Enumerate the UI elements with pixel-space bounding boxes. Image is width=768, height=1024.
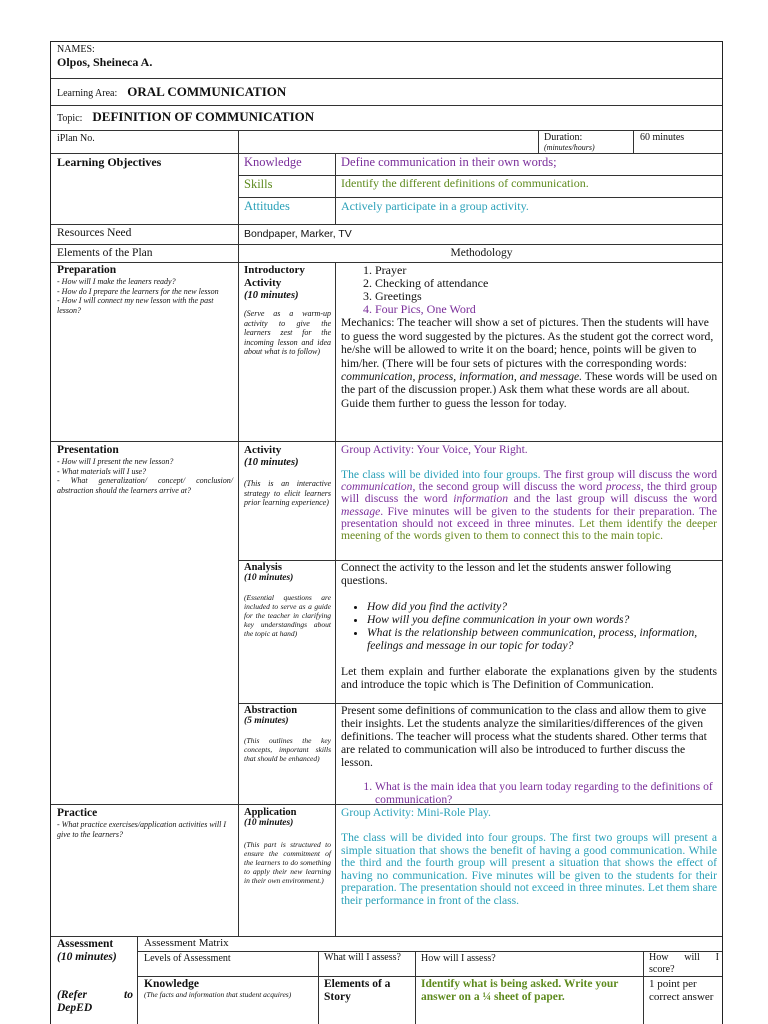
activity-note: (This is an interactive strategy to elicit learners prior learning experience) xyxy=(244,479,331,507)
lesson-plan-table xyxy=(50,41,723,1024)
application-note: (This part is structured to ensure the commitment of the learners to do something to apply their new learning in their own environment.) xyxy=(244,840,331,885)
attitudes-label: Attitudes xyxy=(244,199,290,213)
activity-text: The class will be divided into four groups. The first group will discuss the word communication, the second group will discuss the word process, the third group will discuss the word information and the last group will discuss the word message. Five minutes will be given to the students for their preparation. The presentation should not exceed in three minutes. Let them identify the deeper meening of the words given to them to connect this to the main topic. xyxy=(341,468,718,543)
assessment-time: (10 minutes) xyxy=(57,950,117,963)
introductory-activity-time: (10 minutes) xyxy=(244,290,299,301)
duration-value: 60 minutes xyxy=(640,132,685,143)
list-item: • What is the relationship between communication, process, information, feelings and message in our topic for today? xyxy=(367,626,717,652)
abstraction-text: Present some definitions of communication to the class and allow them to give their insights. Let the students analyze the similarities/differences of the given definitions. The teacher will process what the students shared. Other terms that are related to communication will also be introduced to further discuss the lesson. xyxy=(341,704,707,769)
application-heading: Group Activity: Mini-Role Play. xyxy=(341,806,491,819)
list-item: • How will you define communication in your own words? xyxy=(367,613,717,626)
assessment-matrix-label: Assessment Matrix xyxy=(144,937,229,949)
abstraction-time: (5 minutes) xyxy=(244,716,289,726)
matrix-level-knowledge: Knowledge xyxy=(144,978,199,990)
abstraction-question-list xyxy=(341,780,717,806)
skills-label: Skills xyxy=(244,177,273,191)
duration-label: Duration: xyxy=(544,132,583,143)
activity-time: (10 minutes) xyxy=(244,457,299,468)
analysis-outro: Let them explain and further elaborate the explanations given by the students and introduce the topic which is The Definition of Communication. xyxy=(341,665,717,691)
matrix-col-how: How will I assess? xyxy=(421,953,496,964)
duration-sub: (minutes/hours) xyxy=(544,143,595,152)
list-item: 1. Prayer xyxy=(375,264,719,277)
analysis-time: (10 minutes) xyxy=(244,573,294,583)
topic-value: DEFINITION OF COMMUNICATION xyxy=(92,109,315,124)
matrix-col-what: What will I assess? xyxy=(324,952,401,963)
analysis-note: (Essential questions are included to serve as a guide for the teacher in clarifying key understandings about the topic at hand) xyxy=(244,593,331,638)
names-value: Olpos, Sheineca A. xyxy=(57,55,153,69)
presentation-title: Presentation xyxy=(57,444,119,456)
preparation-methodology xyxy=(341,264,719,410)
abstraction-note: (This outlines the key concepts, important skills that should be enhanced) xyxy=(244,736,331,763)
mechanics-text: Mechanics: The teacher will show a set of pictures. Then the students will have to guess the word suggested by the pictures. As the student got the correct word, he/she will be allowed to write it on the board; hence, points will be given to him/her. (There will be four sets of pictures with the corresponding words: communication, process, information, and message. These words will be used on the part of the discussion proper.) Ask them what these words are all about. Guide them further to guess the lesson for today. xyxy=(341,316,718,410)
presentation-q1: - How will I present the new lesson? xyxy=(57,457,174,466)
skills-objective: Identify the different definitions of communication. xyxy=(341,176,589,190)
preparation-q1: - How will I make the leaners ready? xyxy=(57,277,176,286)
matrix-what-value: Elements of a Story xyxy=(324,978,391,1003)
objectives-label: Learning Objectives xyxy=(57,155,162,169)
learning-area-value: ORAL COMMUNICATION xyxy=(127,84,287,99)
preparation-questions xyxy=(57,277,233,315)
matrix-score-value: 1 point per correct answer xyxy=(649,978,714,1003)
matrix-col-score: How will I score? xyxy=(649,952,719,975)
iplan-label: iPlan No. xyxy=(57,133,95,144)
matrix-how-value: Identify what is being asked. Write your answer on a ¼ sheet of paper. xyxy=(421,978,619,1003)
names-label: NAMES: xyxy=(57,44,95,55)
list-item: 1. What is the main idea that you learn today regarding to the definitions of communication? xyxy=(375,780,717,806)
introductory-activity-note: (Serve as a warm-up activity to give the learners zest for the incoming lesson and idea about what is to follow) xyxy=(244,309,331,356)
practice-question: - What practice exercises/application activities will I give to the learners? xyxy=(57,820,226,839)
knowledge-label: Knowledge xyxy=(244,155,302,169)
activity-heading: Group Activity: Your Voice, Your Right. xyxy=(341,443,528,456)
application-text: The class will be divided into four groups. The first two groups will present a simple situation that shows the benefit of having a good communication. While the third and the fourth group will present a situation that shows the effect of having no communication. Five minutes will be given to the students for their preparation. The presentation should not exceed in three minutes. Let them share their performance in front of the class. xyxy=(341,831,717,907)
abstraction-title: Abstraction xyxy=(244,705,298,716)
analysis-title: Analysis xyxy=(244,562,282,573)
analysis-intro: Connect the activity to the lesson and let the students answer following questions. xyxy=(341,561,672,587)
attitudes-objective: Actively participate in a group activity. xyxy=(341,199,529,213)
elements-header: Elements of the Plan xyxy=(57,247,153,259)
practice-title: Practice xyxy=(57,807,98,819)
topic-row xyxy=(57,108,314,126)
presentation-q3: - What generalization/ concept/ conclusion/ abstraction should the learners arrive at? xyxy=(57,476,233,495)
assessment-refer: (Refer to DepED xyxy=(57,989,133,1014)
learning-area-row xyxy=(57,83,286,101)
list-item: 2. Checking of attendance xyxy=(375,277,719,290)
list-item: • How did you find the activity? xyxy=(367,600,717,613)
knowledge-objective: Define communication in their own words; xyxy=(341,155,557,169)
preparation-q3: - How I will connect my new lesson with the past lesson? xyxy=(57,296,214,315)
resources-label: Resources Need xyxy=(57,227,132,239)
application-time: (10 minutes) xyxy=(244,818,294,828)
learning-area-label: Learning Area: xyxy=(57,88,118,99)
matrix-level-note: (The facts and information that student acquires) xyxy=(144,990,292,999)
list-item: 3. Greetings xyxy=(375,290,719,303)
presentation-q2: - What materials will I use? xyxy=(57,466,147,476)
list-item: 4. Four Pics, One Word xyxy=(375,303,719,316)
resources-value: Bondpaper, Marker, TV xyxy=(244,228,352,240)
matrix-col-levels: Levels of Assessment xyxy=(144,953,231,964)
preparation-title: Preparation xyxy=(57,264,117,276)
assessment-title xyxy=(57,938,135,963)
topic-label: Topic: xyxy=(57,113,83,124)
presentation-questions xyxy=(57,457,233,495)
activity-title: Activity xyxy=(244,444,282,456)
assessment-label: Assessment xyxy=(57,938,114,950)
application-title: Application xyxy=(244,807,297,818)
introductory-activity-title: Introductory Activity xyxy=(244,264,305,289)
preparation-q2: - How do I prepare the learners for the new lesson xyxy=(57,286,219,296)
analysis-questions xyxy=(341,600,717,652)
methodology-header: Methodology xyxy=(450,247,513,259)
